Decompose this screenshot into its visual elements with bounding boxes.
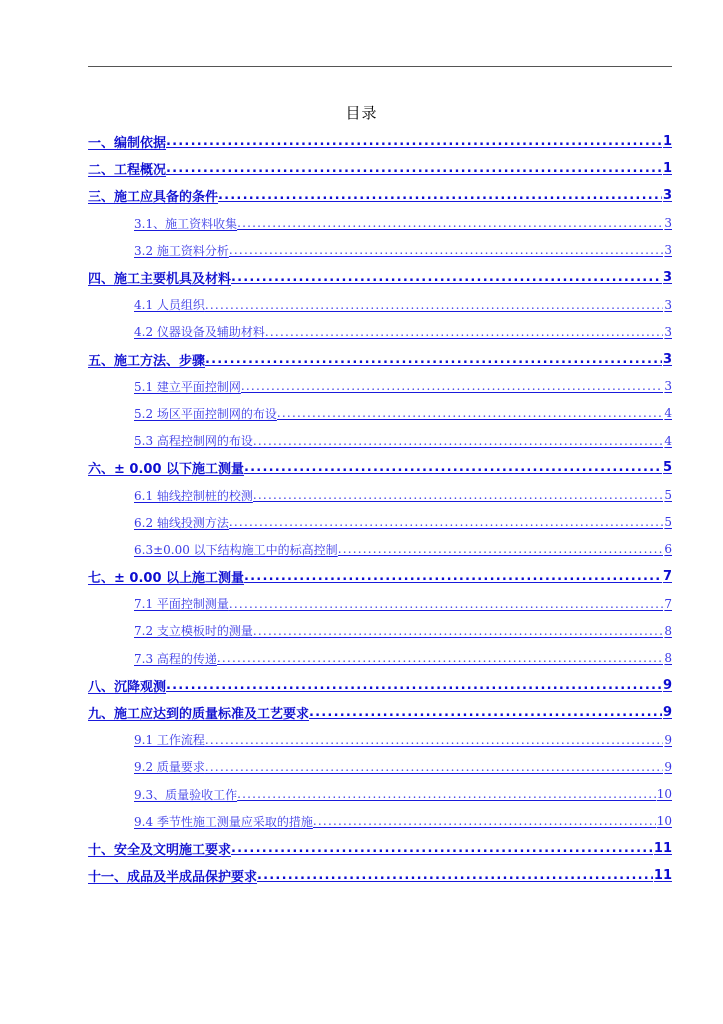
toc-page-number: 3 [662,351,672,367]
toc-subsection-link[interactable] [88,400,672,427]
toc-entry-label: 5.3 高程控制网的布设 [134,434,253,449]
toc-page-number: 9 [662,705,672,721]
header-rule [88,66,672,67]
toc-subsection-link[interactable] [88,210,672,237]
toc-leader-dots [205,298,663,312]
toc-leader-dots [237,216,663,230]
toc-entry-label: 7.1 平面控制测量 [134,597,229,612]
toc-leader-dots [237,787,656,801]
toc-leader-dots [231,841,653,856]
toc-entry-label: 4.2 仪器设备及辅助材料 [134,325,265,340]
toc-section-link[interactable] [88,182,672,209]
toc-subsection-link[interactable] [88,726,672,753]
toc-leader-dots [205,733,663,747]
toc-page-number: 6 [664,542,672,557]
toc-page-number: 5 [662,460,672,476]
toc-section-link[interactable] [88,672,672,699]
toc-page-number: 3 [664,297,672,312]
toc-entry-label: 3.1、施工资料收集 [134,216,238,231]
toc-title: 目录 [345,104,378,122]
toc-subsection-link[interactable] [88,481,672,508]
toc-page-number: 8 [664,651,672,666]
toc-page-number: 1 [662,161,672,177]
toc-leader-dots [229,597,663,611]
toc-subsection-link[interactable] [88,509,672,536]
toc-subsection-link[interactable] [88,617,672,644]
toc-section-link[interactable] [88,835,672,862]
toc-page-number: 7 [662,569,672,585]
toc-entry-label: 九、施工应达到的质量标准及工艺要求 [88,707,310,723]
toc-section-link[interactable] [88,128,672,155]
toc-entry-label: 一、编制依据 [88,136,167,152]
toc-leader-dots [229,515,663,529]
toc-subsection-link[interactable] [88,237,672,264]
toc-leader-dots [218,188,662,203]
toc-section-link[interactable] [88,264,672,291]
toc-entry-label: 3.2 施工资料分析 [134,243,229,258]
toc-entry-label: 5.1 建立平面控制网 [134,379,241,394]
toc-leader-dots [313,814,656,828]
toc-entry-label: 二、工程概况 [88,163,167,179]
toc-entry-label: 十一、成品及半成品保护要求 [88,870,258,886]
toc-entry-label: 四、施工主要机具及材料 [88,272,232,288]
toc-entry-label: 7.3 高程的传递 [134,651,217,666]
toc-page-number: 3 [664,379,672,394]
toc-entry-label: 十、安全及文明施工要求 [88,842,232,858]
toc-entry-label: 7.2 支立模板时的测量 [134,624,253,639]
toc-page-number: 4 [664,433,672,448]
toc-leader-dots [231,270,662,285]
toc-leader-dots [205,760,663,774]
toc-entry-label: 9.1 工作流程 [134,733,205,748]
toc-page-number: 9 [662,677,672,693]
toc-page-number: 3 [664,243,672,258]
toc-page-number: 3 [664,324,672,339]
toc-entry-label: 五、施工方法、步骤 [88,353,206,369]
toc-leader-dots [309,705,662,720]
toc-leader-dots [205,352,662,367]
toc-subsection-link[interactable] [88,427,672,454]
toc-leader-dots [217,651,663,665]
toc-entry-label: 6.2 轴线投测方法 [134,515,229,530]
toc-page-number: 3 [662,188,672,204]
toc-subsection-link[interactable] [88,373,672,400]
toc-subsection-link[interactable] [88,291,672,318]
toc-entry-label: 六、± 0.00 以下施工测量 [88,462,245,478]
toc-entry-label: 八、沉降观测 [88,679,167,695]
toc-subsection-link[interactable] [88,645,672,672]
toc-entry-label: 9.2 质量要求 [134,760,205,775]
toc-section-link[interactable] [88,563,672,590]
toc-section-link[interactable] [88,699,672,726]
toc-entry-label: 6.1 轴线控制桩的校测 [134,488,253,503]
toc-leader-dots [166,161,662,176]
table-of-contents [88,128,672,889]
toc-subsection-link[interactable] [88,753,672,780]
toc-entry-label: 5.2 场区平面控制网的布设 [134,406,277,421]
toc-leader-dots [166,134,662,149]
toc-leader-dots [277,406,663,420]
toc-leader-dots [244,460,662,475]
toc-leader-dots [253,434,663,448]
toc-leader-dots [253,624,663,638]
toc-leader-dots [166,678,662,693]
toc-page-number: 5 [664,488,672,503]
toc-section-link[interactable] [88,346,672,373]
toc-page-number: 1 [662,134,672,150]
toc-subsection-link[interactable] [88,781,672,808]
toc-leader-dots [241,379,663,393]
toc-page-number: 4 [664,406,672,421]
toc-page-number: 11 [653,840,672,856]
toc-entry-label: 6.3±0.00 以下结构施工中的标高控制 [134,542,338,557]
toc-leader-dots [257,868,653,883]
toc-section-link[interactable] [88,454,672,481]
toc-page-number: 11 [653,868,672,884]
toc-page-number: 3 [664,216,672,231]
toc-subsection-link[interactable] [88,808,672,835]
toc-subsection-link[interactable] [88,536,672,563]
toc-leader-dots [338,542,664,556]
toc-subsection-link[interactable] [88,590,672,617]
toc-page-number: 10 [656,787,672,802]
toc-page-number: 7 [664,596,672,611]
toc-entry-label: 三、施工应具备的条件 [88,190,219,206]
toc-page-number: 3 [662,270,672,286]
toc-page-number: 8 [664,623,672,638]
toc-section-link[interactable] [88,155,672,182]
toc-leader-dots [244,569,662,584]
toc-leader-dots [253,488,663,502]
toc-page-number: 10 [656,814,672,829]
toc-subsection-link[interactable] [88,318,672,345]
toc-entry-label: 4.1 人员组织 [134,298,205,313]
toc-leader-dots [265,325,663,339]
toc-page-number: 9 [664,759,672,774]
toc-page-number: 5 [664,515,672,530]
toc-section-link[interactable] [88,862,672,889]
toc-leader-dots [229,243,663,257]
toc-entry-label: 9.3、质量验收工作 [134,787,238,802]
toc-entry-label: 七、± 0.00 以上施工测量 [88,571,245,587]
toc-page-number: 9 [664,732,672,747]
toc-entry-label: 9.4 季节性施工测量应采取的措施 [134,814,313,829]
